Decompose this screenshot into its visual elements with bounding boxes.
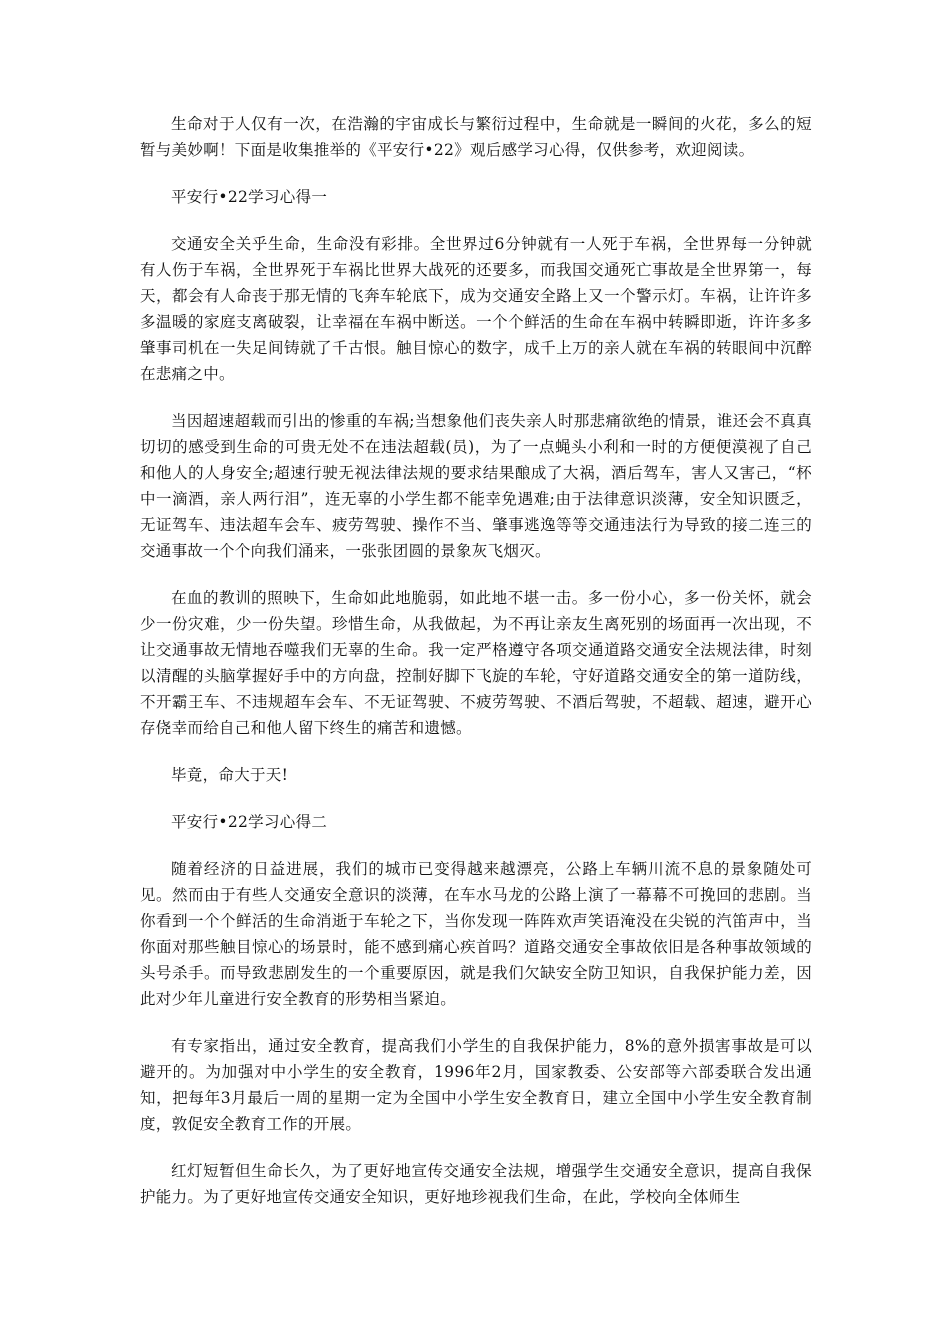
- body-paragraph: 当因超速超载而引出的惨重的车祸;当想象他们丧失亲人时那悲痛欲绝的情景，谁还会不真真切切的感受到生命的可贵无处不在违法超载(员)，为了一点蝇头小利和一时的方便便漠视了自己和他人的人身安全;超速行驶无视法律法规的要求结果酿成了大祸，酒后驾车，害人又害己，“杯中一滴酒，亲人两行泪”，连无辜的小学生都不能幸免遇难;由于法律意识淡薄，安全知识匮乏，无证驾车、违法超车会车、疲劳驾驶、操作不当、肇事逃逸等等交通违法行为导致的接二连三的交通事故一个个向我们涌来，一张张团圆的景象灰飞烟灭。: [140, 412, 812, 560]
- body-paragraph: 有专家指出，通过安全教育，提高我们小学生的自我保护能力，8%的意外损害事故是可以避开的。为加强对中小学生的安全教育，1996年2月，国家教委、公安部等六部委联合发出通知，把每年3月最后一周的星期一定为全国中小学生安全教育日，建立全国中小学生安全教育制度，敦促安全教育工作的开展。: [140, 1037, 812, 1133]
- body-paragraph: 交通安全关乎生命，生命没有彩排。全世界过6分钟就有一人死于车祸，全世界每一分钟就有人伤于车祸，全世界死于车祸比世界大战死的还要多，而我国交通死亡事故是全世界第一，每天，都会有人命丧于那无情的飞奔车轮底下，成为交通安全路上又一个警示灯。车祸，让许许多多温暖的家庭支离破裂，让幸福在车祸中断送。一个个鲜活的生命在车祸中转瞬即逝，许许多多肇事司机在一失足间铸就了千古恨。触目惊心的数字，成千上万的亲人就在车祸的转眼间中沉醉在悲痛之中。: [140, 235, 812, 383]
- body-paragraph: 红灯短暂但生命长久，为了更好地宣传交通安全法规，增强学生交通安全意识，提高自我保护能力。为了更好地宣传交通安全知识，更好地珍视我们生命，在此，学校向全体师生: [140, 1162, 812, 1206]
- section-heading-one: 平安行•22学习心得一: [171, 188, 328, 206]
- intro-paragraph: 生命对于人仅有一次，在浩瀚的宇宙成长与繁衍过程中，生命就是一瞬间的火花，多么的短暂与美妙啊！下面是收集推举的《平安行•22》观后感学习心得，仅供参考，欢迎阅读。: [140, 115, 812, 159]
- closing-line: 毕竟，命大于天!: [171, 766, 289, 784]
- document-body: [140, 111, 812, 1231]
- body-paragraph: 随着经济的日益进展，我们的城市已变得越来越漂亮，公路上车辆川流不息的景象随处可见。然而由于有些人交通安全意识的淡薄，在车水马龙的公路上演了一幕幕不可挽回的悲剧。当你看到一个个鲜活的生命消逝于车轮之下，当你发现一阵阵欢声笑语淹没在尖锐的汽笛声中，当你面对那些触目惊心的场景时，能不感到痛心疾首吗？道路交通安全事故依旧是各种事故领域的头号杀手。而导致悲剧发生的一个重要原因，就是我们欠缺安全防卫知识，自我保护能力差，因此对少年儿童进行安全教育的形势相当紧迫。: [140, 860, 812, 1008]
- body-paragraph: 在血的教训的照映下，生命如此地脆弱，如此地不堪一击。多一份小心，多一份关怀，就会少一份灾难，少一份失望。珍惜生命，从我做起，为不再让亲友生离死别的场面再一次出现，不让交通事故无情地吞噬我们无辜的生命。我一定严格遵守各项交通道路交通安全法规法律，时刻以清醒的头脑掌握好手中的方向盘，控制好脚下飞旋的车轮，守好道路交通安全的第一道防线，不开霸王车、不违规超车会车、不无证驾驶、不疲劳驾驶、不酒后驾驶，不超载、超速，避开心存侥幸而给自己和他人留下终生的痛苦和遗憾。: [140, 589, 812, 737]
- section-heading-two: 平安行•22学习心得二: [171, 813, 328, 831]
